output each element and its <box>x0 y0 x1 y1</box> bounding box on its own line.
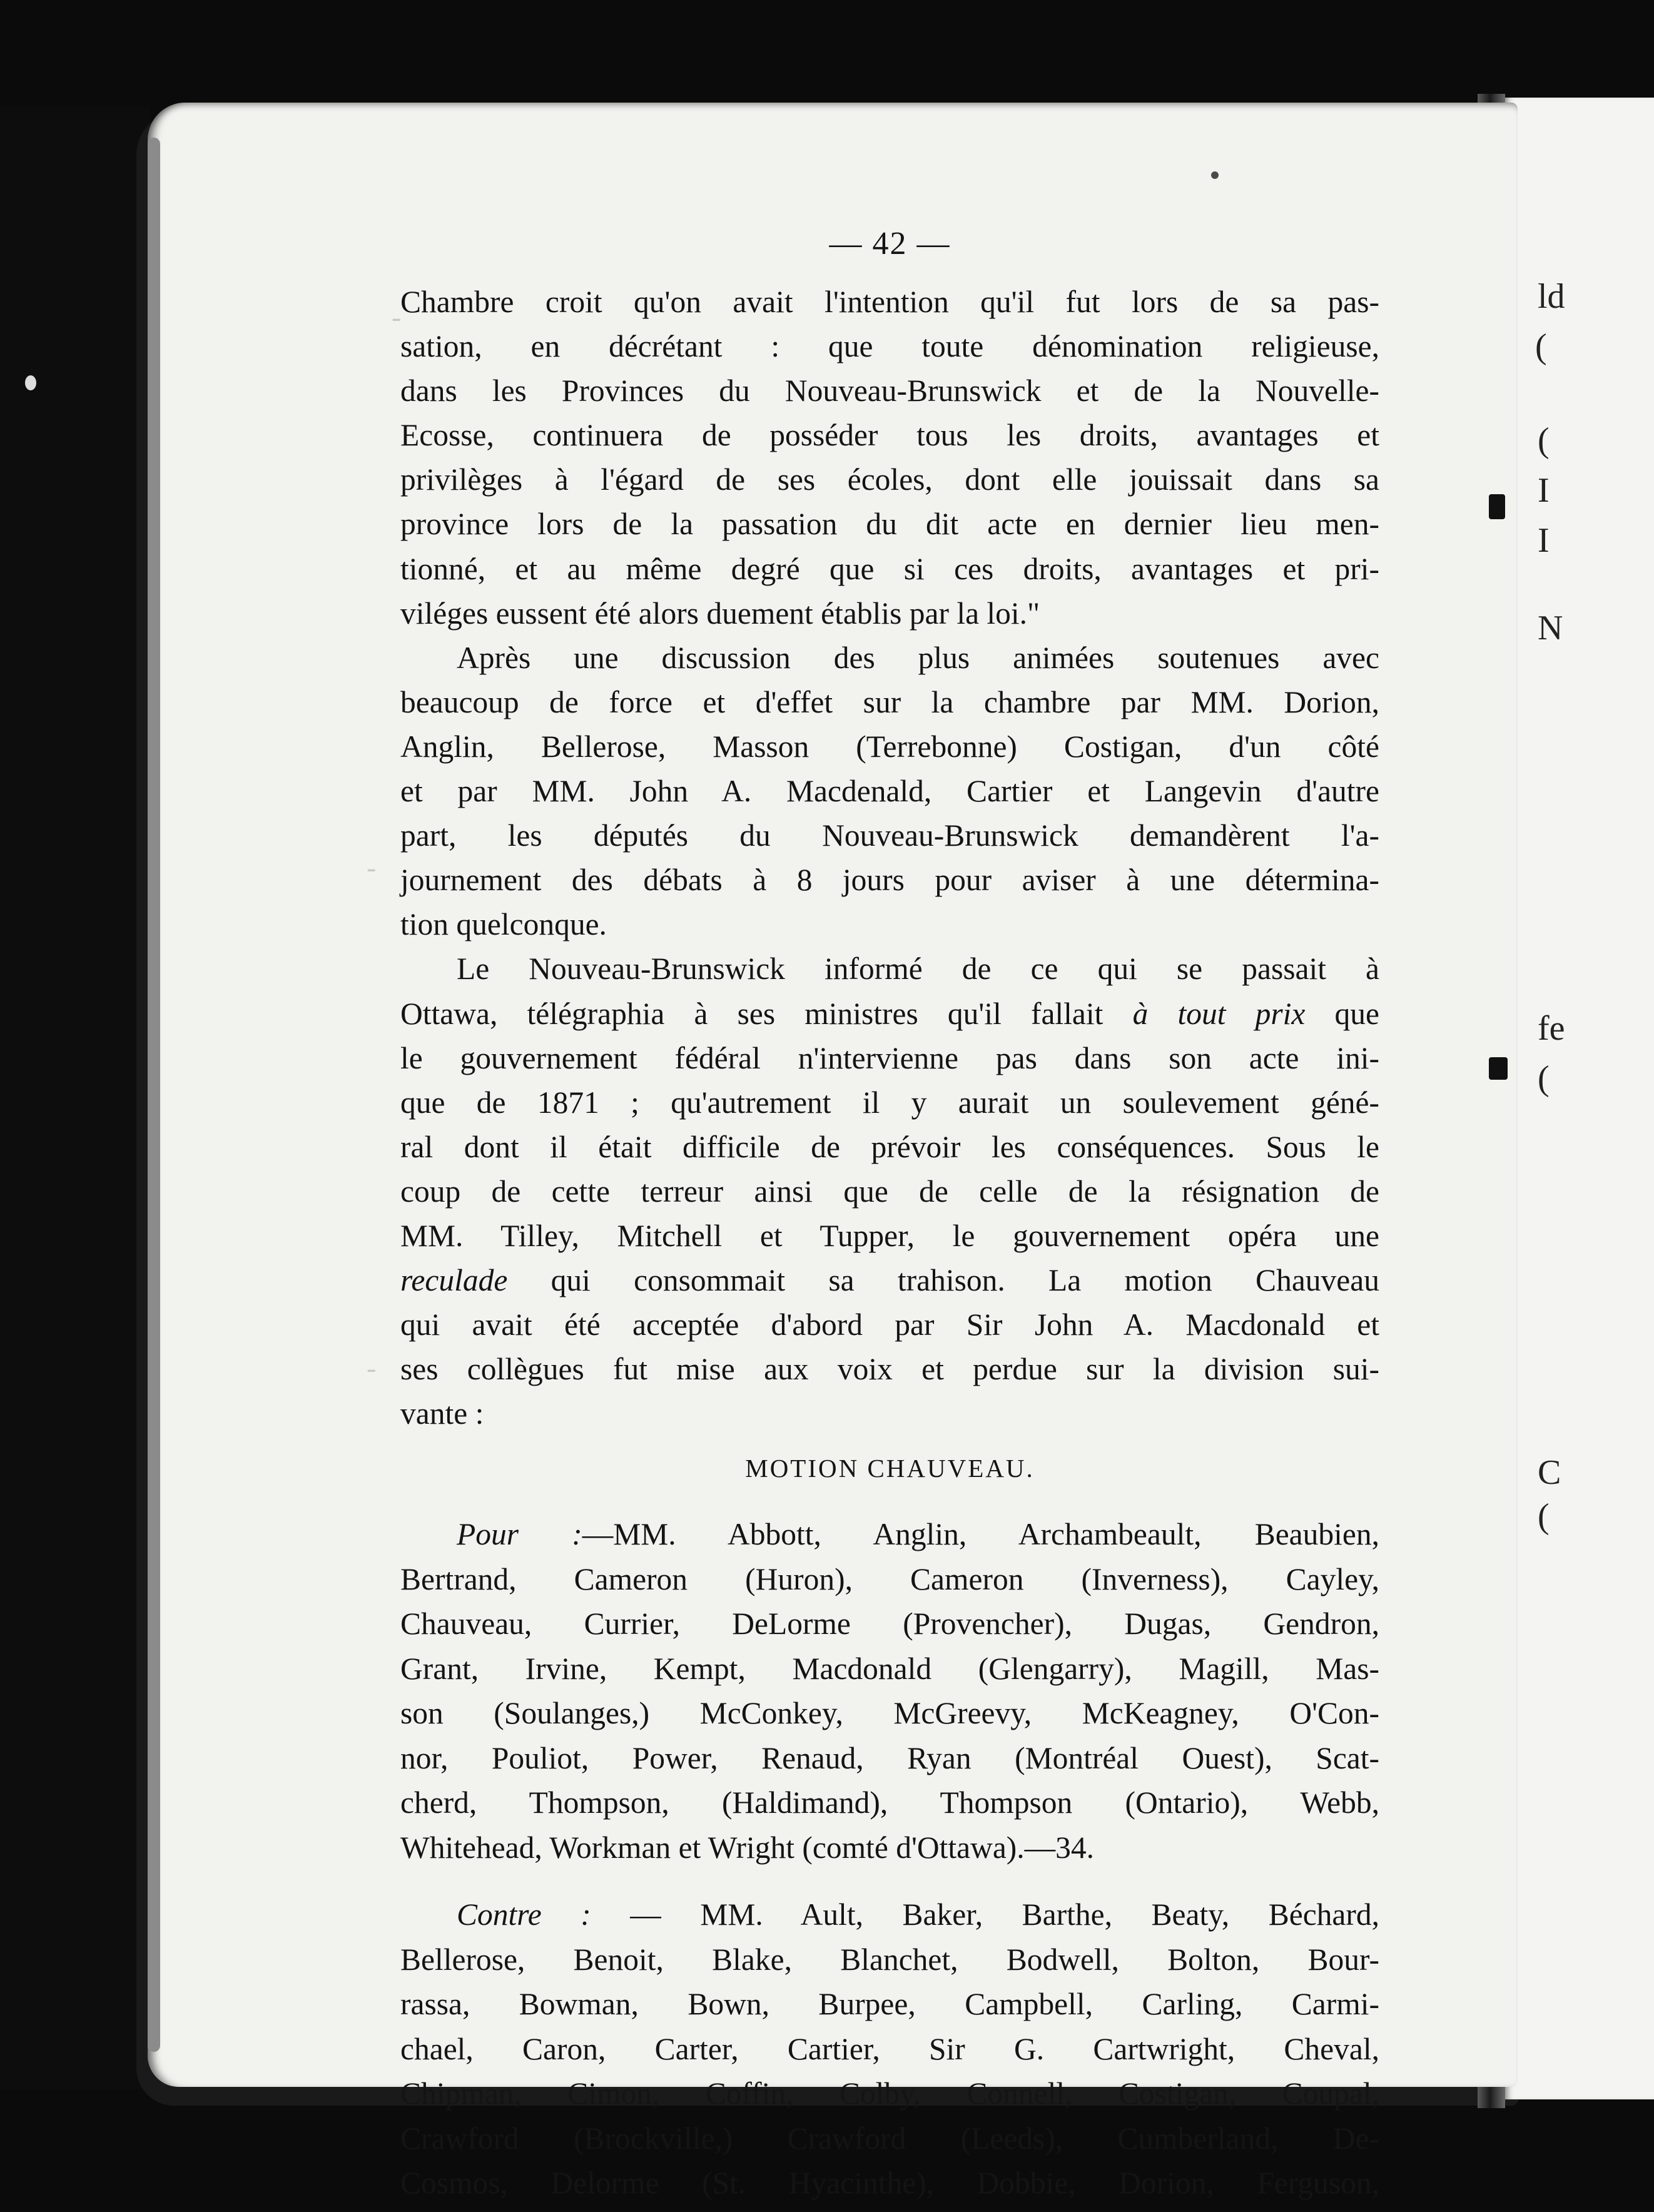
page-text-block <box>400 222 1379 2206</box>
text-line: tionné, et au même degré que si ces droits, avantages et pri- <box>400 551 1379 586</box>
spacer <box>400 1870 1379 1892</box>
text-run: —MM. Abbott, Anglin, Archambeault, Beaubien, <box>582 1517 1380 1552</box>
text-line: tion quelconque. <box>400 907 607 942</box>
text-run: que <box>1305 996 1379 1031</box>
facing-page-glyph: fe <box>1538 1009 1565 1048</box>
paragraph-3 <box>400 946 1379 1436</box>
text-line: ral dont il était difficile de prévoir les conséquences. Sous le <box>400 1129 1379 1164</box>
text-line: nor, Pouliot, Power, Renaud, Ryan (Montréal Ouest), Scat- <box>400 1740 1379 1775</box>
text-line: Après une discussion des plus animées soutenues avec <box>457 640 1379 675</box>
text-line: beaucoup de force et d'effet sur la chambre par MM. Dorion, <box>400 684 1379 719</box>
text-line: sation, en décrétant : que toute dénomination religieuse, <box>400 329 1379 364</box>
text-line: ses collègues fut mise aux voix et perdue sur la division sui- <box>400 1352 1379 1387</box>
binding-staple <box>1489 494 1505 519</box>
facing-page-glyph: I <box>1538 521 1550 560</box>
italic-phrase: à tout prix <box>1132 996 1306 1031</box>
paragraph-1 <box>400 280 1379 636</box>
text-line: Whitehead, Workman et Wright (comté d'Ottawa).—34. <box>400 1830 1095 1865</box>
facing-page-glyph: ( <box>1538 1497 1550 1536</box>
text-line: Chauveau, Currier, DeLorme (Provencher), Dugas, Gendron, <box>400 1606 1379 1641</box>
text-line: le gouvernement fédéral n'intervienne pas dans son acte ini- <box>400 1040 1379 1075</box>
text-line: part, les députés du Nouveau-Brunswick demandèrent l'a- <box>400 818 1379 853</box>
text-line: coup de cette terreur ainsi que de celle de la résignation de <box>400 1174 1379 1209</box>
vote-list-pour <box>400 1512 1379 1870</box>
bleed-through-mark: - <box>367 851 377 883</box>
text-line: Crawford (Brockville,) Crawford (Leeds), Cumberland, De- <box>400 2121 1379 2156</box>
text-line: vante : <box>400 1396 484 1431</box>
text-line-with-italic <box>400 1258 1379 1302</box>
scan-speck <box>25 375 36 390</box>
text-line: chael, Caron, Carter, Cartier, Sir G. Cartwright, Cheval, <box>400 2031 1379 2066</box>
text-line: Cosmos, Delorme (St. Hyacinthe), Dobbie, Dorion, Ferguson, <box>400 2166 1379 2201</box>
vote-label-pour: Pour : <box>457 1517 582 1552</box>
binding-staple <box>1489 1057 1508 1080</box>
page-edge <box>148 138 160 2052</box>
section-heading: MOTION CHAUVEAU. <box>745 1454 1035 1483</box>
text-line: Chambre croit qu'on avait l'intention qu'il fut lors de sa pas- <box>400 285 1379 319</box>
text-line: viléges eussent été alors duement établis par la loi." <box>400 596 1040 631</box>
text-line: privilèges à l'égard de ses écoles, dont elle jouissait dans sa <box>400 462 1379 497</box>
text-line: rassa, Bowman, Bown, Burpee, Campbell, Carling, Carmi- <box>400 1987 1379 2022</box>
scan-speck <box>1211 171 1219 179</box>
facing-page-glyph: ( <box>1538 1059 1550 1098</box>
text-line: Bellerose, Benoit, Blake, Blanchet, Bodwell, Bolton, Bour- <box>400 1942 1379 1977</box>
bleed-through-mark: - <box>367 1352 377 1384</box>
text-line: Grant, Irvine, Kempt, Macdonald (Glengarry), Magill, Mas- <box>400 1651 1379 1686</box>
text-line: Bertrand, Cameron (Huron), Cameron (Inverness), Cayley, <box>400 1561 1379 1596</box>
text-line-with-label <box>400 1892 1379 1937</box>
text-line: Le Nouveau-Brunswick informé de ce qui se passait à <box>457 951 1379 987</box>
italic-phrase: reculade <box>400 1263 508 1298</box>
text-line: son (Soulanges,) McConkey, McGreevy, McKeagney, O'Con- <box>400 1696 1379 1731</box>
text-line: dans les Provinces du Nouveau-Brunswick et de la Nouvelle- <box>400 373 1379 408</box>
scan-background-top <box>0 0 1654 106</box>
paragraph-2 <box>400 636 1379 947</box>
text-line: qui avait été acceptée d'abord par Sir John A. Macdonald et <box>400 1307 1379 1342</box>
text-line: journement des débats à 8 jours pour aviser à une détermina- <box>400 863 1379 898</box>
text-line: Chipman, Cimon, Coffin, Colby, Connell, Costigan, Coupal, <box>400 2076 1379 2111</box>
facing-page-glyph: ld <box>1538 277 1565 316</box>
scan-background-left <box>0 0 150 2212</box>
text-line: province lors de la passation du dit acte en dernier lieu men- <box>400 507 1379 542</box>
text-line: cherd, Thompson, (Haldimand), Thompson (Ontario), Webb, <box>400 1785 1379 1820</box>
text-line: que de 1871 ; qu'autrement il y aurait un soulevement géné- <box>400 1085 1379 1120</box>
facing-page-glyph: N <box>1538 609 1563 647</box>
text-line: MM. Tilley, Mitchell et Tupper, le gouvernement opéra une <box>400 1218 1379 1253</box>
text-run: Ottawa, télégraphia à ses ministres qu'il fallait <box>400 996 1133 1031</box>
facing-page-glyph: C <box>1538 1453 1561 1492</box>
page-number: — 42 — <box>829 226 951 261</box>
text-line: Anglin, Bellerose, Masson (Terrebonne) Costigan, d'un côté <box>400 729 1379 764</box>
facing-page-glyph: ( <box>1538 421 1550 460</box>
text-line-with-label <box>400 1512 1379 1557</box>
text-run: — MM. Ault, Baker, Barthe, Beaty, Béchard, <box>591 1897 1379 1932</box>
text-run: qui consommait sa trahison. La motion Chauveau <box>507 1263 1379 1298</box>
facing-page-glyph: I <box>1538 471 1550 510</box>
text-line: Ecosse, continuera de posséder tous les droits, avantages et <box>400 418 1379 453</box>
text-line: et par MM. John A. Macdenald, Cartier et Langevin d'autre <box>400 774 1379 809</box>
vote-label-contre: Contre : <box>457 1897 591 1932</box>
bleed-through-mark: - <box>392 301 402 333</box>
vote-list-contre <box>400 1892 1379 2206</box>
facing-page-fragment <box>1505 98 1654 2099</box>
facing-page-glyph: ( <box>1535 327 1547 366</box>
text-line-with-italic <box>400 992 1379 1036</box>
